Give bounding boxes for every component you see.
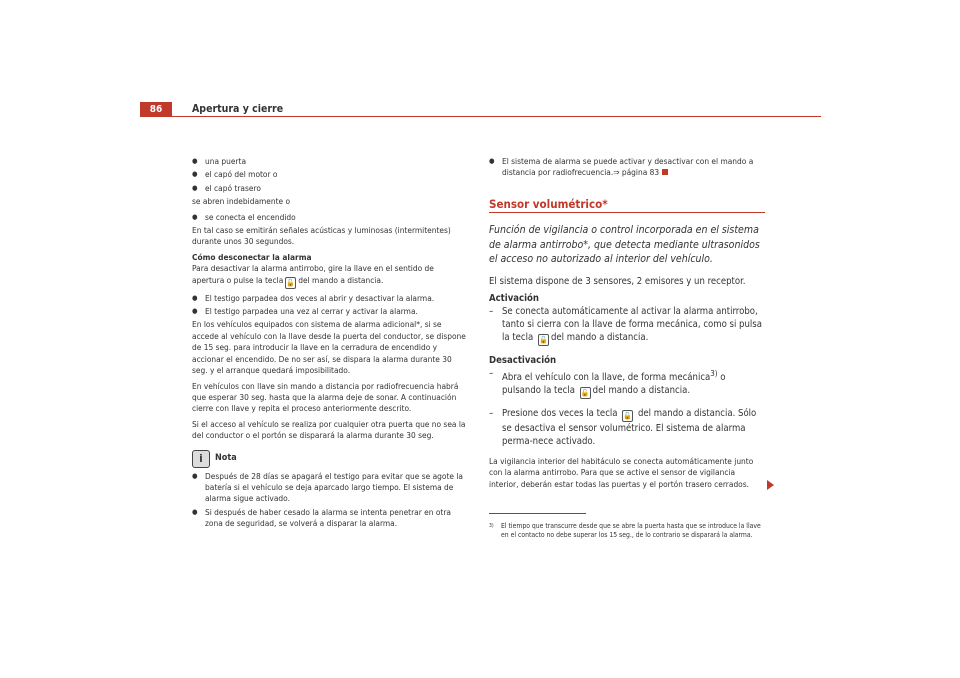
note-title: Nota bbox=[215, 452, 237, 463]
text: del mando a distancia. bbox=[592, 384, 691, 396]
footnote-text: El tiempo que transcurre desde que se abre la puerta hasta que se introduce la llave en el contacto no debe superar los 15 seg., de lo contrario se disparará la alarma. bbox=[501, 522, 761, 539]
text: Abra el vehículo con la llave, de forma mecánica bbox=[502, 371, 711, 383]
footnote-mark: 3) bbox=[489, 523, 494, 529]
paragraph: En vehículos con llave sin mando a distancia por radiofrecuencia habrá que esperar 30 seg. hasta que la alarma deje de sonar. A continuación cierre con llave y repita el proceso anteriormente descrito. bbox=[192, 380, 459, 414]
footnote bbox=[489, 522, 765, 539]
list-item bbox=[489, 156, 765, 179]
note-item: ● Después de 28 días se apagará el testigo para evitar que se agote la batería si el vehículo se deja aparcado largo tiempo. El sistema de alarma sigue activado. bbox=[192, 471, 468, 505]
right-column bbox=[489, 156, 765, 494]
remote-key-icon: 🔓 bbox=[539, 335, 548, 344]
subheading-activation: Activación bbox=[489, 292, 539, 304]
page-number: 86 bbox=[140, 102, 172, 117]
list-item: ● El testigo parpadea una vez al cerrar y activar la alarma. bbox=[192, 306, 468, 317]
text: El sistema de alarma se puede activar y desactivar con el mando a distancia por radiofrecuencia.⇒ página 83 bbox=[502, 156, 754, 178]
paragraph: En los vehículos equipados con sistema de alarma adicional*, si se accede al vehículo con la llave desde la puerta del conductor, se dispone de 15 seg. para introducir la llave en la cerradura de encendido y accionar el encendido. De no ser así, se dispara la alarma durante 30 seg. y el arranque quedará imposibilitado. bbox=[192, 319, 466, 376]
text: del mando a distancia. bbox=[550, 331, 649, 343]
list-item: ● El testigo parpadea dos veces al abrir y desactivar la alarma. bbox=[192, 293, 468, 304]
section-lead: Función de vigilancia o control incorporada en el sistema de alarma antirrobo*, que detecta mediante ultrasonidos el acceso no autorizado al interior del vehículo. bbox=[489, 224, 760, 266]
footnote-ref: 3) bbox=[710, 368, 718, 378]
remote-key-icon: 🔓 bbox=[623, 411, 633, 420]
next-page-arrow-icon[interactable] bbox=[767, 480, 774, 490]
section-title: Sensor volumétrico* bbox=[489, 196, 608, 211]
text: del mando a distancia. bbox=[298, 274, 384, 285]
text: Se conecta automáticamente al activar la alarma antirrobo, tanto si cierra con la llave de forma mecánica, como si pulsa la tecla bbox=[502, 305, 762, 343]
paragraph: En tal caso se emitirán señales acústicas y luminosas (intermitentes) durante unos 30 segundos. bbox=[192, 225, 451, 247]
section-rule bbox=[489, 212, 765, 213]
text: Presione dos veces la tecla bbox=[502, 407, 618, 419]
list-item: ● el capó trasero bbox=[192, 183, 468, 194]
subheading-deactivation: Desactivación bbox=[489, 354, 557, 366]
end-of-section-mark bbox=[662, 169, 668, 175]
paragraph: Si el acceso al vehículo se realiza por cualquier otra puerta que no sea la del conductor o el portón se disparará la alarma durante 30 seg. bbox=[192, 418, 466, 441]
step-item bbox=[489, 367, 765, 399]
list-item: ● se conecta el encendido bbox=[192, 212, 468, 223]
paragraph: se abren indebidamente o bbox=[192, 196, 291, 207]
chapter-title: Apertura y cierre bbox=[192, 103, 284, 115]
paragraph-disconnect bbox=[192, 263, 468, 288]
left-column bbox=[192, 156, 468, 532]
note-header bbox=[192, 450, 468, 468]
list-item: ● el capó del motor o bbox=[192, 169, 468, 180]
footnote-rule bbox=[489, 513, 586, 514]
text: o pulsando la tecla bbox=[502, 371, 726, 396]
paragraph: La vigilancia interior del habitáculo se conecta automáticamente junto con la alarma antirrobo. Para que se active el sensor de vigilancia interior, deberán estar todas las puertas y el portón trasero cerrados. bbox=[489, 455, 754, 489]
header-rule bbox=[172, 116, 821, 117]
list-item: ● una puerta bbox=[192, 156, 468, 167]
note-icon: i bbox=[192, 450, 210, 468]
paragraph: El sistema dispone de 3 sensores, 2 emisores y un receptor. bbox=[489, 275, 746, 287]
page-header bbox=[140, 102, 821, 117]
note-item: ● Si después de haber cesado la alarma se intenta penetrar en otra zona de seguridad, se volverá a disparar la alarma. bbox=[192, 507, 468, 530]
step-item bbox=[489, 407, 765, 448]
remote-key-icon: 🔓 bbox=[580, 388, 590, 397]
subheading-disconnect: Cómo desconectar la alarma bbox=[192, 251, 312, 262]
text: del mando a distancia. Sólo se desactiva el sensor volumétrico. El sistema de alarma perma-nece activado. bbox=[502, 407, 757, 447]
step-item bbox=[489, 305, 765, 346]
text: Para desactivar la alarma antirrobo, gire la llave en el sentido de apertura o pulse la tecla bbox=[192, 263, 434, 285]
remote-key-icon: 🔓 bbox=[286, 278, 296, 287]
